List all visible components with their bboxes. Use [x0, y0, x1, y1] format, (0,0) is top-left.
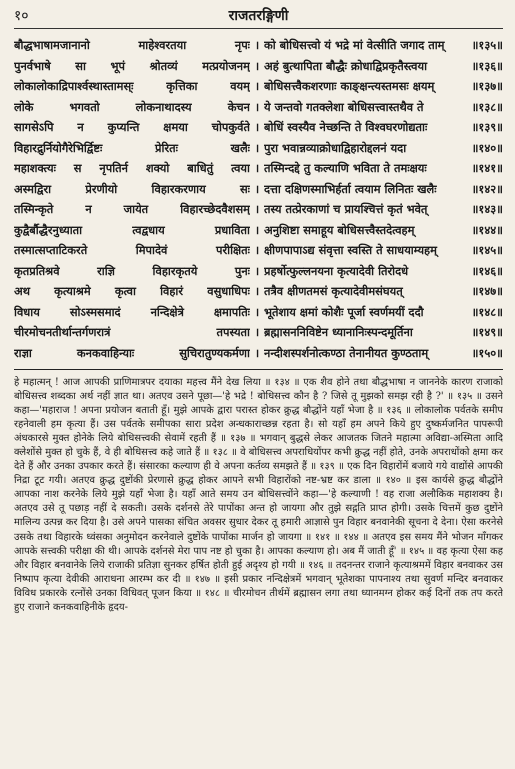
danda-separator: । — [254, 243, 260, 257]
verse-word: कनकवाहिन्याः — [76, 345, 135, 360]
verse-word: खलैः — [230, 140, 250, 155]
verse-second-half: ब्रह्मासननिविष्टेन ध्यानानिःस्पन्दमूर्तिना — [264, 325, 413, 339]
verse-first-half — [14, 35, 250, 56]
verse-word: नन्दिक्षेत्रे — [150, 304, 184, 319]
verse-line — [14, 343, 503, 364]
verse-word: त्वया — [231, 161, 250, 175]
verse-word: लोकनाथादस्य — [135, 99, 192, 114]
verse-first-half — [14, 322, 250, 343]
verse-word: भगवतो — [69, 99, 100, 114]
verse-word: राज्ञि — [97, 263, 115, 278]
verse-word: जायेत — [123, 202, 149, 216]
verse-word: पुनः — [234, 263, 250, 278]
verse-first-half — [14, 343, 250, 364]
sanskrit-verses — [14, 35, 503, 363]
verse-word: कृत्याश्रमे — [54, 284, 91, 298]
verse-word: अथ — [14, 284, 30, 298]
verse-second-half: बोधिं स्वस्यैव नेच्छन्ति ते विश्वघरणोद्यताः — [264, 120, 428, 134]
verse-second-half: को बोधिसत्त्वो यं भद्रे मां वेत्सीति जगाद ताम् — [264, 38, 445, 52]
verse-first-half — [14, 240, 250, 261]
danda-separator: । — [254, 181, 260, 196]
verse-word: प्रेरणीयो — [85, 181, 118, 196]
verse-number: ॥१४४॥ — [471, 222, 503, 237]
verse-second-half: तस्य तत्प्रेरकाणां च प्रायश्चित्तं कृतं भवेत् — [264, 202, 428, 216]
verse-word: लोके — [14, 99, 34, 114]
verse-first-half — [14, 220, 250, 241]
verse-word: पुनर्वभाषे — [14, 58, 51, 73]
verse-number: ॥१४५॥ — [471, 243, 503, 257]
verse-word: विहारं — [160, 284, 184, 298]
verse-word: विहारकरणाय — [151, 181, 206, 196]
verse-word: वयम् — [230, 79, 250, 93]
verse-line — [14, 97, 503, 118]
section-divider — [14, 369, 503, 370]
danda-separator: । — [254, 140, 260, 155]
verse-line — [14, 261, 503, 282]
verse-word: सा — [75, 58, 86, 73]
verse-number: ॥१४०॥ — [471, 140, 503, 155]
verse-word: सुचिरातुण्यकर्मणा — [179, 345, 250, 360]
verse-word: वसुधाधिपः — [207, 284, 250, 298]
verse-word: सोऽस्मसमादं — [69, 304, 121, 319]
verse-word: त्वद्वधाय — [132, 222, 165, 237]
verse-number: ॥१४६॥ — [471, 263, 503, 278]
verse-line — [14, 158, 503, 179]
verse-word: नृपः — [234, 38, 250, 52]
verse-word: कुद्वैर्बौद्धैरनुध्याता — [14, 222, 83, 237]
verse-word: प्रेरितः — [155, 140, 178, 155]
verse-first-half — [14, 76, 250, 97]
page-header — [14, 4, 503, 26]
verse-line — [14, 220, 503, 241]
verse-word: माहेश्वरतया — [138, 38, 187, 52]
verse-second-half: प्रहर्षोत्फुल्लनयना कृत्यादेवी तिरोदधे — [264, 263, 409, 278]
verse-line — [14, 56, 503, 77]
danda-separator: । — [254, 38, 260, 52]
verse-word: लोकालोकाद्रिपार्श्वस्थास्तामस्ः — [14, 79, 134, 93]
verse-number: ॥१४२॥ — [471, 181, 503, 196]
verse-second-half: तत्रैव क्षीणतमसं कृत्यादेवीमसंघयत् — [264, 284, 403, 298]
verse-second-half: क्षीणपापाऽद्य संवृत्ता स्वस्ति ते साधयाम्यहम् — [264, 243, 437, 257]
verse-word: चोपकुर्वते — [211, 120, 250, 134]
running-title: राजतरङ्गिणी — [228, 7, 289, 24]
verse-word: नृपतिर्न — [99, 161, 128, 175]
verse-word: तस्मिन्कृते — [14, 202, 54, 216]
verse-number: ॥१४७॥ — [471, 284, 503, 298]
danda-separator: । — [254, 345, 260, 360]
verse-number: ॥१५०॥ — [471, 345, 503, 360]
verse-word: सः — [239, 181, 250, 196]
verse-first-half — [14, 158, 250, 179]
verse-word: सागसेऽपि — [14, 120, 54, 134]
verse-line — [14, 76, 503, 97]
verse-word: स — [73, 161, 82, 175]
danda-separator: । — [254, 58, 260, 73]
verse-first-half — [14, 199, 250, 220]
verse-word: विहारद्रुर्नियोगैरेभिर्द्विष्टः — [14, 140, 103, 155]
danda-separator: । — [254, 263, 260, 278]
verse-second-half: नन्दीशस्पर्शनोत्कण्ठा तेनानीयत कुण्ठताम् — [264, 345, 429, 360]
danda-separator: । — [254, 202, 260, 216]
danda-separator: । — [254, 222, 260, 237]
danda-separator: । — [254, 161, 260, 175]
verse-number: ॥१४८॥ — [471, 304, 503, 319]
danda-separator: । — [254, 325, 260, 339]
verse-line — [14, 117, 503, 138]
verse-word: मत्प्रयोजनम् — [202, 58, 250, 73]
verse-word: कुप्यन्ति — [107, 120, 140, 134]
verse-word: राज्ञा — [14, 345, 32, 360]
verse-first-half — [14, 117, 250, 138]
verse-word: तपस्यता — [216, 325, 250, 339]
verse-line — [14, 322, 503, 343]
verse-word: मिपादेवं — [135, 243, 168, 257]
verse-word: शक्यो — [145, 161, 170, 175]
verse-first-half — [14, 56, 250, 77]
verse-number: ॥१३७॥ — [471, 79, 503, 93]
verse-word: कृत्वा — [114, 284, 136, 298]
verse-word: विहारच्छेदवैशसम् — [180, 202, 250, 216]
page-number: १० — [14, 7, 29, 24]
verse-first-half — [14, 302, 250, 323]
verse-word: कृतप्रतिश्रवे — [14, 263, 60, 278]
verse-word: विहारकृतये — [152, 263, 198, 278]
verse-number: ॥१३९॥ — [471, 120, 503, 134]
verse-word: चीरमोचनतीर्थान्तर्गणरात्रं — [14, 325, 111, 339]
verse-second-half: अहं बुत्थापिता बौद्धैः क्रोधाद्विप्रकृतैस्त्वया — [264, 58, 428, 73]
verse-word: भूपं — [110, 58, 125, 73]
verse-word: महाशक्त्यः — [14, 161, 56, 175]
verse-line — [14, 302, 503, 323]
verse-first-half — [14, 97, 250, 118]
verse-word: बाधितुं — [187, 161, 214, 175]
verse-line — [14, 179, 503, 200]
danda-separator: । — [254, 304, 260, 319]
verse-line — [14, 281, 503, 302]
verse-second-half: दत्ता दक्षिणस्माभिर्हर्ता त्वयाम लिनितः खलैः — [264, 181, 437, 196]
verse-number: ॥१३६॥ — [471, 58, 503, 73]
verse-second-half: भूतेशाय क्षमां कोशैः पूर्जा स्वर्णमयीं ददौ — [264, 304, 424, 319]
verse-number: ॥१३५॥ — [471, 38, 503, 52]
verse-line — [14, 199, 503, 220]
verse-second-half: ये जन्तवो गतक्लेशा बोधिसत्त्वास्तथैव ते — [264, 99, 424, 114]
verse-word: श्रोतव्यं — [149, 58, 178, 73]
verse-second-half: तस्मिन्दद्दे तु कल्याणि भविता ते तमःक्षयः — [264, 161, 427, 175]
verse-line — [14, 138, 503, 159]
danda-separator: । — [254, 99, 260, 114]
hindi-translation: हे महात्मन् ! आज आपकी प्राणिमात्रपर दयाका महत्त्व मैंने देख लिया ॥ १३४ ॥ एक शैव होने तथा बौद्धभाषा न जाननेके कारण राजाको बोधिसत्त्व शब्दका अर्थ नहीं ज्ञात था। अतएव उसने पूछा—'हे भद्रे ! बोधिसत्त्व कौन है ? जिसे तू मुझको समझ रही है ?' ॥ १३५ ॥ उसने कहा—'महाराज ! अपना प्रयोजन बताती हूँ। मुझे आपके द्वारा परास्त होकर क्रुद्ध बौद्धोंने यहाँ भेजा है ॥ १३६ ॥ लोकालोक पर्वतके समीप रहनेवाली हम कृत्या हैं। उस पर्वतके समीपका सारा प्रदेश अन्धकाराच्छन्न रहता है। सो यहाँ हम अपने किये हुए दुष्कर्मजनित पापरूपी अंधकारसे मुक्त होनेके लिये बोधिसत्त्वकी सेवामें रहती हैं ॥ १३७ ॥ भगवान् बुद्धसे लेकर आजतक जितने महात्मा अविद्या-अस्मिता आदि क्लेशोंसे मुक्त हो चुके हैं, वे ही बोधिसत्त्व कहे जाते हैं ॥ १३८ ॥ वे बोधिसत्त्व अपराधियोंपर कभी क्रुद्ध नहीं होते, उनके अपराधोंको क्षमा कर देते हैं और उनका उपकार करते हैं। संसारका कल्याण ही वे अपना कर्तव्य समझते हैं ॥ १३९ ॥ एक दिन विहारोंमें बजाये गये वाद्योंसे आपकी निद्रा टूट गयी। अतएव क्रुद्ध दुष्टोंकी प्रेरणासे क्रुद्ध होकर आपने सभी विहारोंको नष्ट-भ्रष्ट कर डाला ॥ १४० ॥ इस कार्यसे क्रुद्ध बौद्धोंने आपका नाश करनेके लिये मुझे यहाँ भेजा है। यहाँ आते समय उन बोधिसत्त्वोंने कहा—'हे कल्याणी ! वह राजा अलौकिक महाशक्य है। अतएव उसे तू पछाड़ नहीं दे सकती। उसके दर्शनसे तेरे पापोंका अन्त हो जायगा और तुझे सद्गति प्राप्त होगी। उसके चित्तमें कुछ दुष्टोंने मालिन्य उत्पन्न कर दिया है। उसे अपने पासका संचित अवसर सुधार देकर तू हमारी आज्ञासे पुन विहार बनवानेकी सूचना दे देना। ऐसा करनेसे उसके तथा विहारके ध्वंसका अनुमोदन करनेवाले दुष्टोंके पापोंका मार्जन हो जायगा ॥ १४१ ॥ १४४ ॥ अतएव इस समय मैंने भोजन माँगकर आपके सत्त्वकी परीक्षा की थी। आपके दर्शनसे मेरा पाप नष्ट हो चुका है। आपका कल्याण हो। अब मैं जाती हूँ' ॥ १४५ ॥ वह कृत्या ऐसा कह और विहार बनवानेके लिये राजाकी प्रतिज्ञा सुनकर हर्षित होती हुई अदृश्य हो गयी ॥ १४६ ॥ तदनन्तर राजाने कृत्याश्रममें विहार बनवाकर उस निष्पाप कृत्या देवीकी आराधना आरम्भ कर दी ॥ १४७ ॥ इसी प्रकार नन्दिक्षेत्रमें भगवान् भूतेशका पापनाश्य तथा सुवर्ण मन्दिर बनवाकर विविध प्रकारके रत्नोंसे उनका विधिवत् पूजन किया ॥ १४८ ॥ चीरमोचन तीर्थमें ब्रह्मासन लगा तथा ध्यानमग्न होकर कई दिनों तक तप करते हुए राजाने कनकवाहिनीके हृदय- — [14, 377, 503, 613]
verse-word: तस्मात्सप्ताटिकरते — [14, 243, 88, 257]
verse-number: ॥१३८॥ — [471, 99, 503, 114]
verse-word: परीक्षितः — [215, 243, 250, 257]
verse-second-half: पुरा भवान्नव्याक्रोधाद्विहारोद्दलनं यदा — [264, 140, 407, 155]
verse-second-half: बोधिसत्त्वैकशरणाः काङ्क्षन्त्यस्तमसः क्षयम् — [264, 79, 435, 93]
verse-number: ॥१४९॥ — [471, 325, 503, 339]
verse-word: न — [77, 120, 84, 134]
verse-word: कृत्तिका — [166, 79, 198, 93]
verse-number: ॥१४१॥ — [471, 161, 503, 175]
verse-line — [14, 35, 503, 56]
verse-word: विधाय — [14, 304, 40, 319]
verse-word: केचन — [227, 99, 250, 114]
verse-first-half — [14, 138, 250, 159]
verse-word: अस्मद्विरा — [14, 181, 52, 196]
verse-word: क्षमापतिः — [213, 304, 250, 319]
header-rule — [14, 28, 503, 29]
verse-word: क्षमया — [163, 120, 188, 134]
verse-word: न — [85, 202, 92, 216]
verse-first-half — [14, 179, 250, 200]
danda-separator: । — [254, 284, 260, 298]
verse-number: ॥१४३॥ — [471, 202, 503, 216]
verse-word: बौद्धभाषामजानानो — [14, 38, 90, 52]
verse-word: प्रधाविता — [214, 222, 250, 237]
danda-separator: । — [254, 120, 260, 134]
danda-separator: । — [254, 79, 260, 93]
verse-line — [14, 240, 503, 261]
verse-first-half — [14, 281, 250, 302]
verse-first-half — [14, 261, 250, 282]
verse-second-half: अनुशिष्टा समाहूय बोधिसत्त्वैस्तदेत्वहम् — [264, 222, 415, 237]
